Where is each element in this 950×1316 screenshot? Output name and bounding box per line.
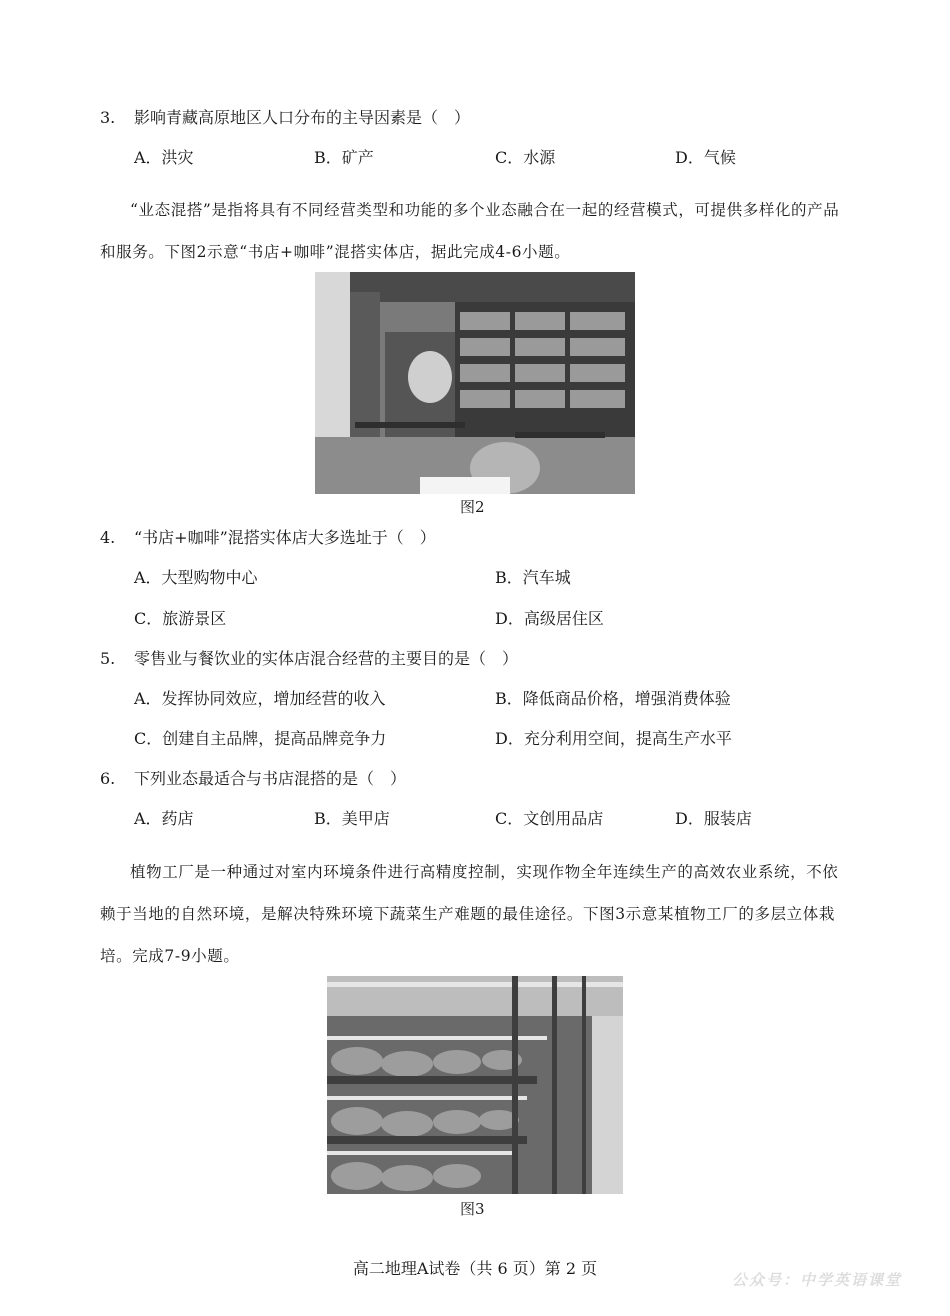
question-4-option-b: B．汽车城 <box>495 568 571 587</box>
question-6-option-d: D．服装店 <box>675 809 752 828</box>
question-6-option-a: A．药店 <box>134 809 194 828</box>
question-6-number: 6. <box>100 769 116 788</box>
figure-3-caption: 图3 <box>460 1200 485 1218</box>
question-4-option-c: C．旅游景区 <box>134 609 227 628</box>
figure-2-caption: 图2 <box>460 498 485 516</box>
question-6-option-c: C．文创用品店 <box>495 809 604 828</box>
question-5-option-c: C．创建自主品牌，提高品牌竞争力 <box>134 729 387 748</box>
question-5-number: 5. <box>100 649 116 668</box>
question-4-stem: “书店+咖啡”混搭实体店大多选址于（ ） <box>134 528 436 547</box>
question-5-option-a: A．发挥协同效应，增加经营的收入 <box>134 689 386 708</box>
page-footer: 高二地理A试卷（共 6 页）第 2 页 <box>352 1259 598 1278</box>
passage-bookstore: “业态混搭”是指将具有不同经营类型和功能的多个业态融合在一起的经营模式，可提供多样化的产品和服务。下图2示意“书店+咖啡”混搭实体店，据此完成4-6小题。 <box>100 201 840 261</box>
question-3-stem: 影响青藏高原地区人口分布的主导因素是（ ） <box>134 108 471 127</box>
question-3-option-a: A．洪灾 <box>134 148 194 167</box>
plant-factory-illustration <box>327 976 623 1194</box>
watermark: 公众号：中学英语课堂 <box>731 1271 902 1289</box>
question-4-number: 4. <box>100 528 116 547</box>
question-3-number: 3. <box>100 108 116 127</box>
question-4-option-d: D．高级居住区 <box>495 609 604 628</box>
question-5-option-d: D．充分利用空间，提高生产水平 <box>495 729 732 748</box>
question-3-option-b: B．矿产 <box>314 148 374 167</box>
plant-factory-photo <box>327 976 623 1194</box>
question-3-option-c: C．水源 <box>495 148 556 167</box>
question-5-option-b: B．降低商品价格，增强消费体验 <box>495 689 731 708</box>
question-5-stem: 零售业与餐饮业的实体店混合经营的主要目的是（ ） <box>134 649 519 668</box>
bookstore-cafe-photo <box>315 272 635 494</box>
passage-plant-factory: 植物工厂是一种通过对室内环境条件进行高精度控制，实现作物全年连续生产的高效农业系统，不依赖于当地的自然环境，是解决特殊环境下蔬菜生产难题的最佳途径。下图3示意某植物工厂的多层立体栽培。完成7-9小题。 <box>100 863 839 965</box>
question-4-option-a: A．大型购物中心 <box>134 568 258 587</box>
question-6-stem: 下列业态最适合与书店混搭的是（ ） <box>134 769 407 788</box>
question-3-option-d: D．气候 <box>675 148 736 167</box>
bookstore-cafe-illustration <box>315 272 635 494</box>
question-6-option-b: B．美甲店 <box>314 809 390 828</box>
